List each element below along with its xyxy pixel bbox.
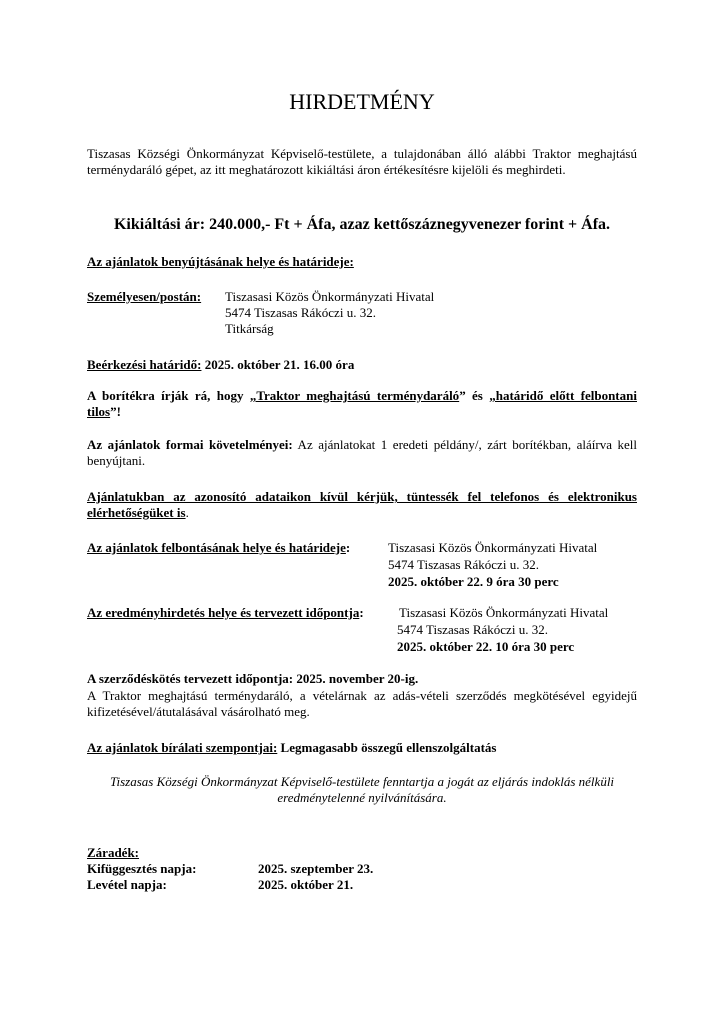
- envelope-quote-warning: „határidő előtt felbontani tilos: [87, 388, 637, 419]
- starting-price: Kikiáltási ár: 240.000,- Ft + Áfa, azaz kettőszáznegyvenezer forint + Áfa.: [113, 216, 611, 233]
- posting-date-value: 2025. szeptember 23.: [258, 861, 374, 876]
- submission-label: Személyesen/postán:: [87, 289, 202, 304]
- deadline-label: Beérkezési határidő:: [87, 357, 202, 372]
- formal-label: Az ajánlatok formai követelményei:: [87, 437, 293, 452]
- results-date: 2025. október 22. 10 óra 30 perc: [397, 639, 575, 654]
- envelope-quote-title: „Traktor meghajtású terménydaráló: [249, 388, 460, 403]
- removal-date-label: Levétel napja:: [87, 877, 167, 892]
- contract-text: A Traktor meghajtású terménydaráló, a vételárnak az adás-vételi szerződés megkötésével egyidejű kifizetésével/átutalásával vásárolható meg.: [87, 688, 637, 719]
- opening-colon: :: [345, 540, 351, 555]
- contact-request: [87, 489, 637, 521]
- deadline-line: [87, 357, 637, 373]
- envelope-suffix: ”!: [110, 404, 121, 419]
- envelope-prefix: A borítékra írják rá, hogy: [87, 388, 250, 403]
- page-title: HIRDETMÉNY: [289, 89, 435, 114]
- opening-label: Az ajánlatok felbontásának helye és határideje: [87, 540, 346, 555]
- reservation-note: Tiszasas Községi Önkormányzat Képviselő-testülete fenntartja a jogát az eljárás indoklás nélküli eredménytelenné nyilvánítására.: [109, 774, 615, 805]
- evaluation-criteria: [87, 740, 637, 756]
- deadline-value: 2025. október 21. 16.00 óra: [201, 357, 355, 372]
- address-line: Titkárság: [225, 321, 274, 336]
- criteria-value: Legmagasabb összegű ellenszolgáltatás: [277, 740, 497, 755]
- submission-address: [225, 289, 434, 337]
- address-line: Tiszasasi Közös Önkormányzati Hivatal: [225, 289, 435, 304]
- removal-date-value: 2025. október 21.: [258, 877, 354, 892]
- address-line: 5474 Tiszasas Rákóczi u. 32.: [225, 305, 376, 320]
- results-label: Az eredményhirdetés helye és tervezett időpontja: [87, 605, 360, 620]
- clause-heading: Záradék:: [87, 845, 139, 860]
- envelope-instruction: [87, 388, 637, 420]
- opening-address: 5474 Tiszasas Rákóczi u. 32.: [388, 557, 539, 572]
- opening-block: [87, 540, 637, 589]
- submission-heading: Az ajánlatok benyújtásának helye és határideje:: [87, 254, 354, 269]
- formal-requirements: [87, 437, 637, 469]
- submission-block: [87, 289, 637, 336]
- envelope-middle: ” és: [459, 388, 490, 403]
- opening-date: 2025. október 22. 9 óra 30 perc: [388, 574, 559, 589]
- contract-heading: A szerződéskötés tervezett időpontja: 2025. november 20-ig.: [87, 671, 419, 686]
- contact-text: Ajánlatukban az azonosító adataikon kívül kérjük, tüntessék fel telefonos és elektronikus elérhetőségüket is: [87, 489, 637, 520]
- posting-date-label: Kifüggesztés napja:: [87, 861, 197, 876]
- formal-text: Az ajánlatokat 1 eredeti példány/, zárt borítékban, aláírva kell benyújtani.: [87, 437, 637, 468]
- intro-paragraph: Tiszasas Községi Önkormányzat Képviselő-testülete, a tulajdonában álló alábbi Traktor meghajtású terménydaráló gépet, az itt meghatározott kikiáltási áron értékesítésre kijelöli és meghirdeti.: [87, 146, 637, 177]
- results-block: [87, 605, 637, 654]
- results-place: Tiszasasi Közös Önkormányzati Hivatal: [399, 605, 609, 620]
- contact-end: .: [185, 505, 189, 520]
- results-colon: :: [359, 605, 364, 620]
- opening-place: Tiszasasi Közös Önkormányzati Hivatal: [388, 540, 598, 555]
- criteria-label: Az ajánlatok bírálati szempontjai:: [87, 740, 278, 755]
- results-address: 5474 Tiszasas Rákóczi u. 32.: [397, 622, 548, 637]
